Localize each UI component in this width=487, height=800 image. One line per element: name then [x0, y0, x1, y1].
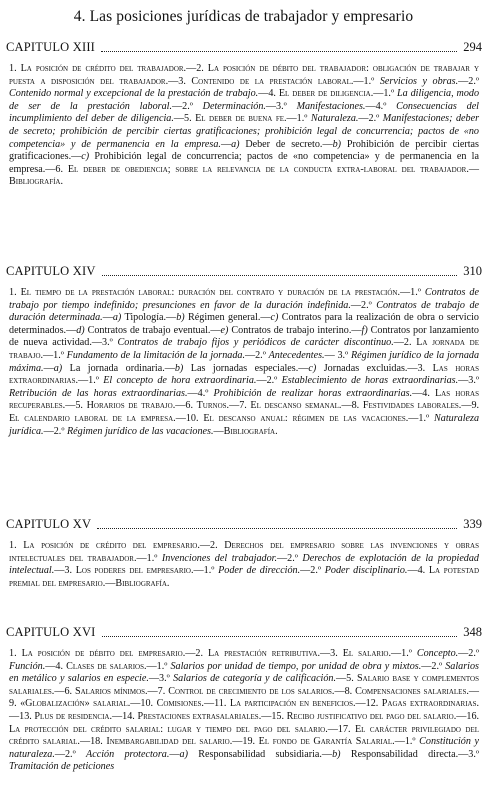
chapter-name: CAPITULO XIV [6, 264, 96, 278]
leader-dots [101, 51, 457, 52]
chapter-name: CAPITULO XV [6, 517, 92, 531]
chapter-heading [6, 517, 482, 532]
chapter-xv [6, 517, 482, 590]
part-title: 4. Las posiciones jurídicas de trabajador y empresario [73, 8, 414, 25]
chapter-contents: 1. La posición de crédito del empresario.—2. Derechos del empresario sobre las invenciones y obras intelectuales del trabajador.—1.º Invenciones del trabajador.—2.º Derechos de explotación de la propiedad intelectual.—3. Los poderes del empresario.—1.º Poder de dirección.—2.º Poder disciplinario.—4. La potestad premial del empresario.—Bibliografía. [9, 540, 480, 589]
chapter-page-number: 348 [463, 625, 482, 639]
leader-dots [102, 636, 458, 637]
chapter-heading [6, 625, 482, 640]
chapter-contents: 1. La posición de débito del empresario.—2. La prestación retributiva.—3. El salario.—1.º Concepto.—2.º Función.—4. Clases de salarios.—1.º Salarios por unidad de tiempo, por unidad de obra y mixtos.—2.º Salarios en metálico y salarios en especie.—3.º Salarios de categoría y de calificación.—5. Salario base y complementos salariales.—6. Salarios mínimos.—7. Control de crecimiento de los salarios.—8. Compensaciones salariales.—9. «Globalización» salarial.—10. Comisiones.—11. La participación en beneficios.—12. Pagas extraordinarias.—13. Plus de residencia.—14. Prestaciones extrasalariales.—15. Recibo justificativo del pago del salario.—16. La protección del crédito salarial: lugar y tiempo del pago del salario.—17. El carácter privilegiado del crédito salarial.—18. Inembargabilidad del salario.—19. El fondo de Garantía Salarial.—1.º Constitución y naturaleza.—2.º Acción protectora.—a) Responsabilidad subsidiaria.—b) Responsabilidad directa.—3.º Tramitación de peticiones [9, 648, 480, 773]
chapter-contents: 1. La posición de crédito del trabajador.—2. La posición de débito del trabajador: obligación de trabajar y puesta a disposición del trabajador.—3. Contenido de la prestación laboral.—1.º Servicios y obras.—2.º Contenido normal y excepcional de la prestación de trabajo.—4. El deber de diligencia.—1.º La diligencia, modo de ser de la prestación laboral.—2.º Determinación.—3.º Manifestaciones.—4.º Consecuencias del incumplimiento del deber de diligencia.—5. El deber de buena fe.—1.º Naturaleza.—2.º Manifestaciones; deber de secreto; prohibición de percibir ciertas gratificaciones; prohibición legal de concurrencia; pactos de «no competencia» y de permanencia en la empresa.—a) Deber de secreto.—b) Prohibición de percibir ciertas gratificaciones.—c) Prohibición legal de concurrencia; pactos de «no competencia» y de permanencia en la empresa.—6. El deber de obediencia; sobre la relevancia de la conducta extra-laboral del trabajador.—Bibliografía. [9, 63, 480, 188]
chapter-page-number: 294 [463, 40, 482, 54]
leader-dots [97, 528, 457, 529]
chapter-heading [6, 40, 482, 55]
chapter-page-number: 310 [463, 264, 482, 278]
chapter-name: CAPITULO XVI [6, 625, 96, 639]
chapter-name: CAPITULO XIII [6, 40, 96, 54]
chapter-contents: 1. El tiempo de la prestación laboral: duración del contrato y duración de la prestación.—1.º Contratos de trabajo por tiempo indefinido; presunciones en favor de la duración indefinida.—2.º Contratos de trabajo de duración determinada.—a) Tipología.—b) Régimen general.—c) Contratos para la realización de obra o servicio determinados.—d) Contratos de trabajo eventual.—e) Contratos de trabajo interino.—f) Contratos por lanzamiento de nueva actividad.—3.º Contratos de trabajo fijos y periódicos de carácter discontinuo.—2. La jornada de trabajo.—1.º Fundamento de la limitación de la jornada.—2.º Antecedentes.— 3.º Régimen jurídico de la jornada máxima.—a) La jornada ordinaria.—b) Las jornadas especiales.—c) Jornadas excluidas.—3. Las horas extraordinarias.—1.º El concepto de hora extraordinaria.—2.º Establecimiento de horas extraordinarias.—3.º Retribución de las horas extraordinarias.—4.º Prohibición de realizar horas extraordinarias.—4. Las horas recuperables.—5. Horarios de trabajo.—6. Turnos.—7. El descanso semanal.—8. Festividades laborales.—9. El calendario laboral de la empresa.—10. El descanso anual: régimen de las vacaciones.—1.º Naturaleza jurídica.—2.º Régimen jurídico de las vacaciones.—Bibliografía. [9, 287, 480, 437]
chapter-heading [6, 264, 482, 279]
chapter-page-number: 339 [463, 517, 482, 531]
chapter-xiv [6, 264, 482, 438]
chapter-xiii [6, 40, 482, 189]
chapter-xvi [6, 625, 482, 774]
leader-dots [102, 275, 458, 276]
